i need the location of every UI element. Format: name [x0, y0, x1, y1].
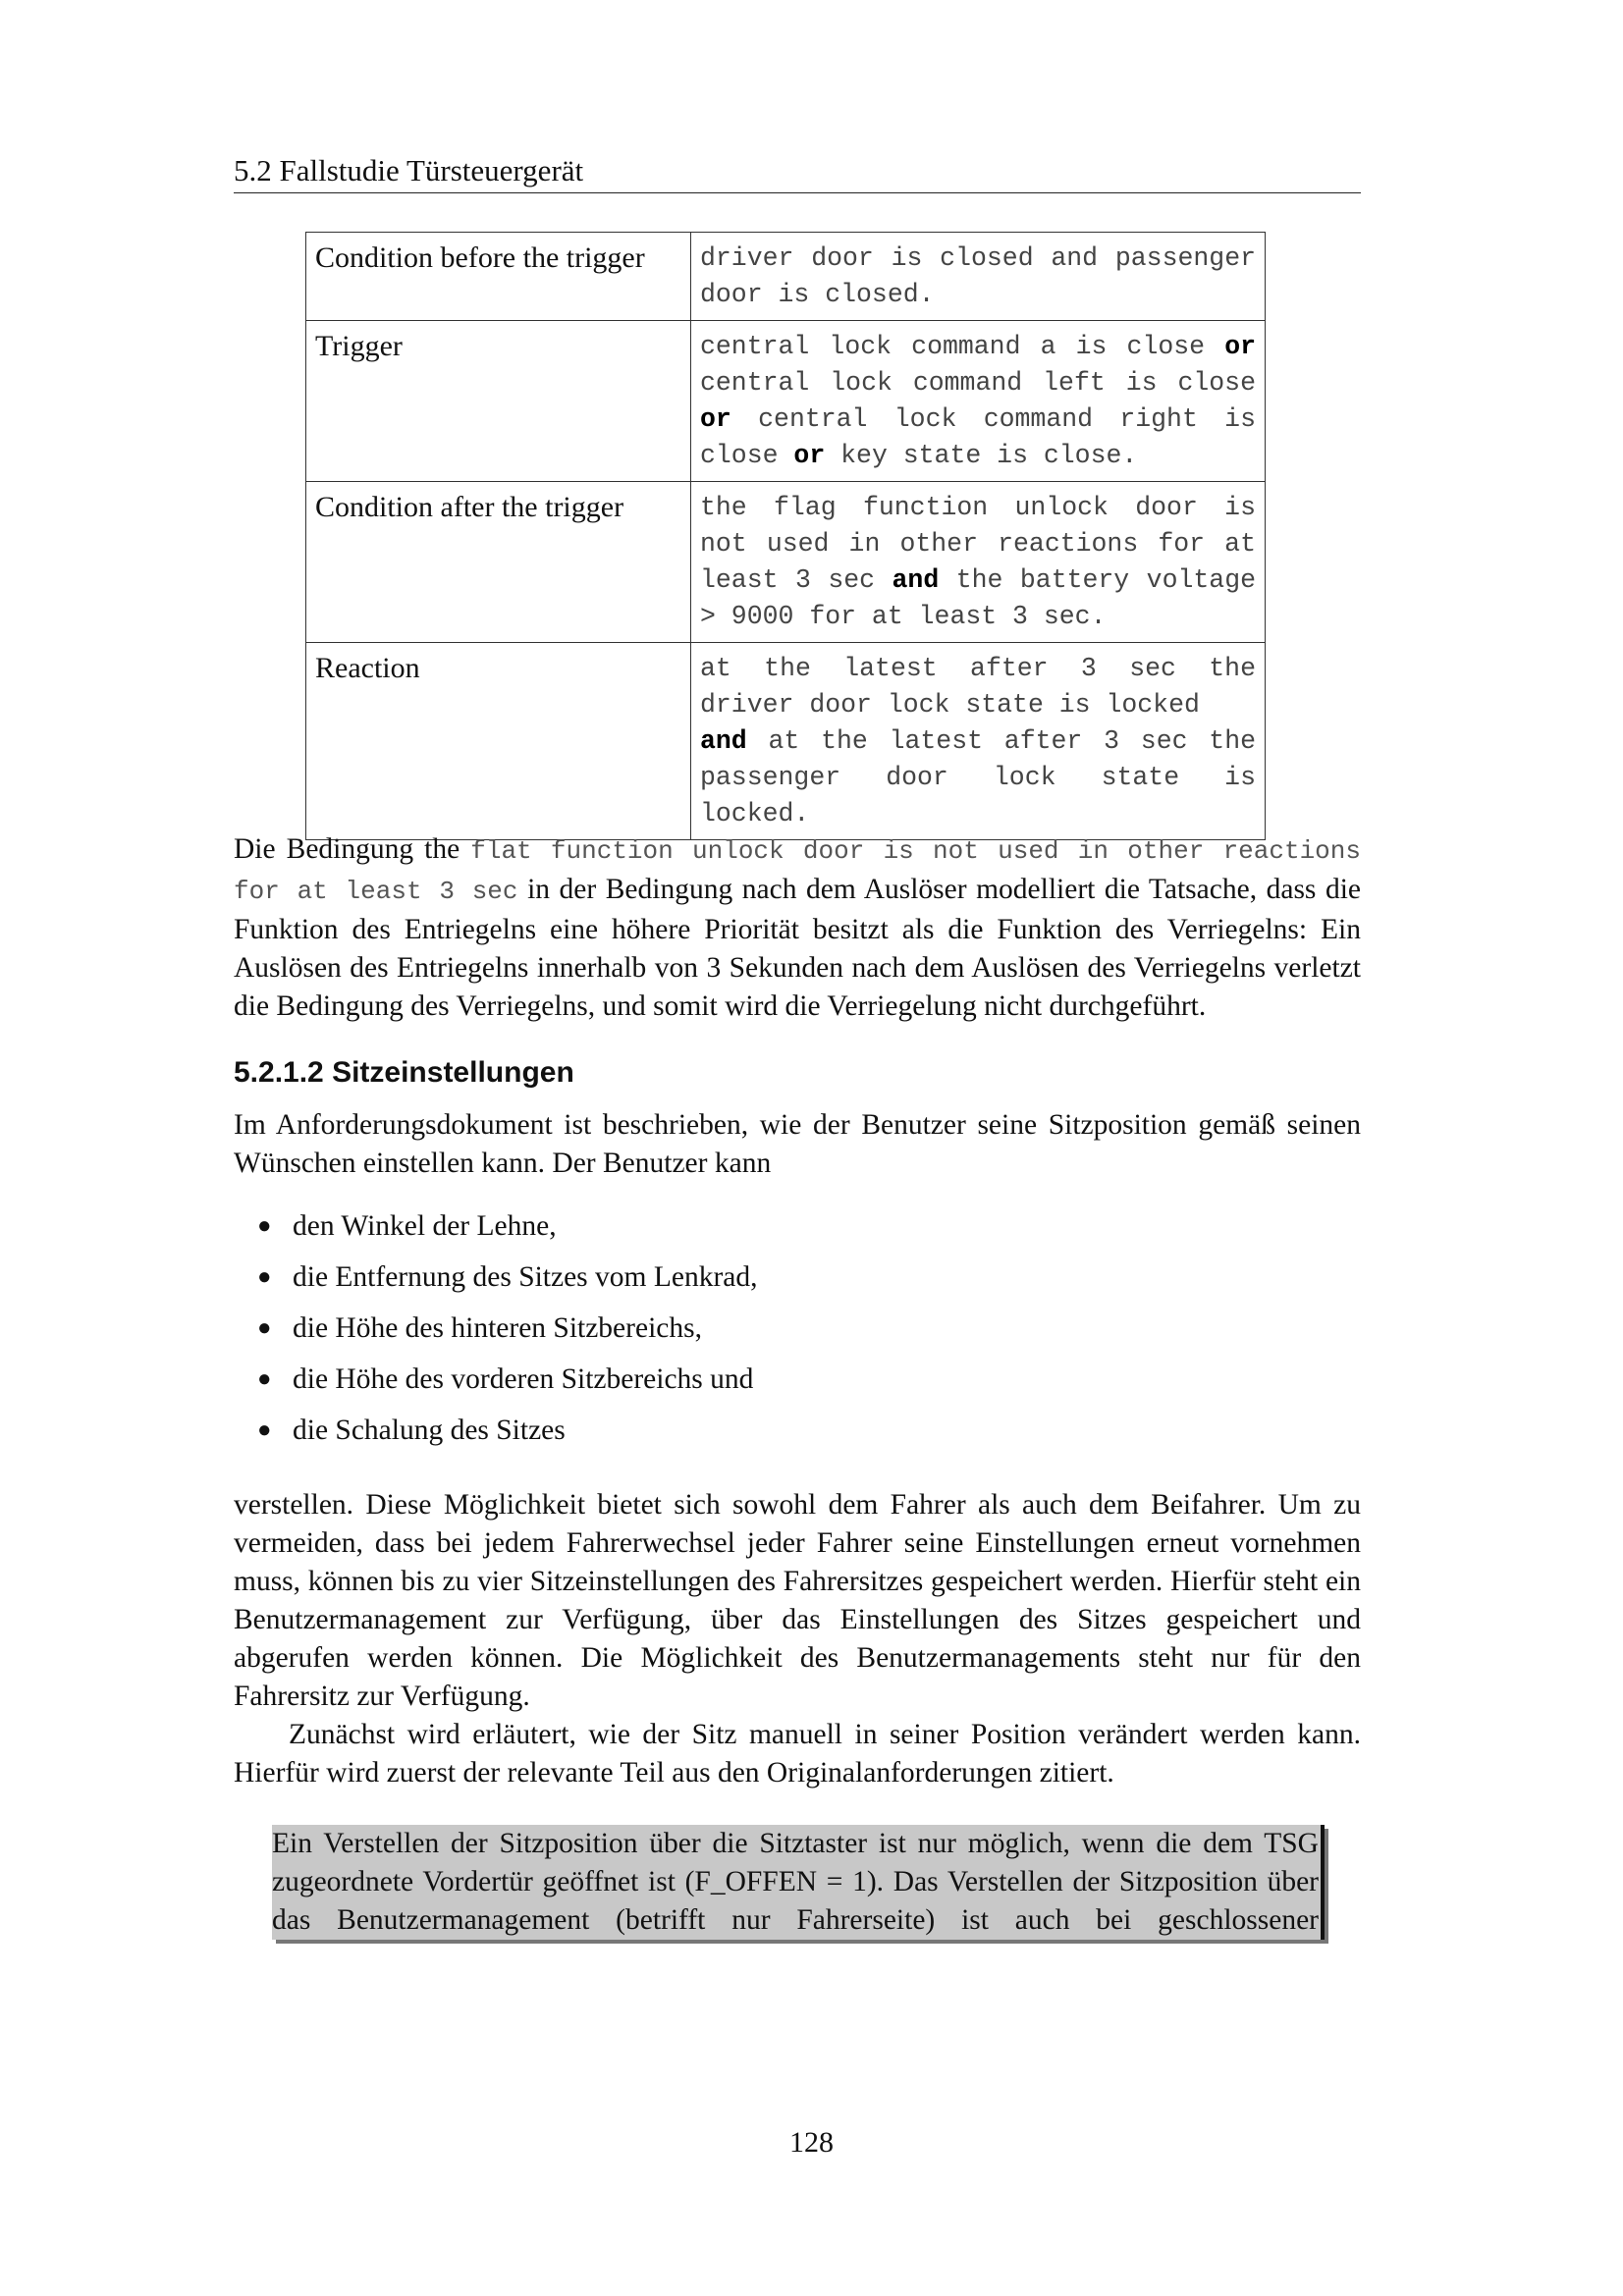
row-value: at the latest after 3 sec the driver door lock state is locked and at the latest after 3 sec the passenger door lock state is locked. [691, 643, 1266, 840]
row-label: Condition after the trigger [306, 482, 691, 643]
list-item: ● die Entfernung des Sitzes vom Lenkrad, [257, 1257, 758, 1308]
row-value: the flag function unlock door is not used in other reactions for at least 3 sec and the battery voltage > 9000 for at least 3 sec. [691, 482, 1266, 643]
requirement-quote: Ein Verstellen der Sitzposition über die Sitztaster ist nur möglich, wenn die dem TSG zugeordnete Vordertür geöffnet ist (F_OFFEN = 1). Das Verstellen der Sitzposition über das Benutzermanagement (betrifft nur Fahrerseite) ist auch bei geschlossener [272, 1825, 1325, 1940]
page-number: 128 [789, 2126, 834, 2159]
row-label: Condition before the trigger [306, 233, 691, 321]
requirements-table [305, 232, 1266, 840]
section-heading: 5.2.1.2 Sitzeinstellungen [234, 1056, 574, 1089]
table-row [306, 643, 1266, 840]
running-header: 5.2 Fallstudie Türsteuergerät [234, 151, 1361, 193]
row-label: Trigger [306, 321, 691, 482]
list-item: ● die Schalung des Sitzes [257, 1411, 758, 1462]
bullet-icon: ● [257, 1315, 272, 1341]
paragraph-condition-explanation: Die Bedingung the flat function unlock door is not used in other reactions for at least 3 sec in der Bedingung nach dem Auslöser modelliert die Tatsache, dass die Funktion des Entriegelns eine höhere Priorität besitzt als die Funktion des Verriegelns: Ein Auslösen des Entriegelns innerhalb von 3 Sekunden nach dem Auslösen des Verriegelns verletzt die Bedingung des Verriegelns, und somit wird die Verriegelung nicht durchgeführt. [234, 833, 1361, 1022]
list-item: ● den Winkel der Lehne, [257, 1206, 758, 1257]
bullet-icon: ● [257, 1366, 272, 1392]
list-item: ● die Höhe des hinteren Sitzbereichs, [257, 1308, 758, 1360]
row-label: Reaction [306, 643, 691, 840]
row-value: central lock command a is close or central lock command left is close or central lock command right is close or key state is close. [691, 321, 1266, 482]
paragraph-user-management: verstellen. Diese Möglichkeit bietet sich sowohl dem Fahrer als auch dem Beifahrer. Um zu vermeiden, dass bei jedem Fahrerwechsel jeder Fahrer seine Einstellungen erneut vornehmen muss, können bis zu vier Sitzeinstellungen des Fahrersitzes gespeichert werden. Hierfür steht ein Benutzermanagement zur Verfügung, über das Einstellungen des Sitzes gespeichert und abgerufen werden können. Die Möglichkeit des Benutzermanagements steht nur für den Fahrersitz zur Verfügung. [234, 1489, 1361, 1712]
bullet-list [257, 1206, 758, 1462]
list-item: ● die Höhe des vorderen Sitzbereichs und [257, 1360, 758, 1411]
table-row [306, 233, 1266, 321]
table-row [306, 321, 1266, 482]
bullet-icon: ● [257, 1264, 272, 1290]
paragraph-intro: Im Anforderungsdokument ist beschrieben, wie der Benutzer seine Sitzposition gemäß seinen Wünschen einstellen kann. Der Benutzer kann [234, 1109, 1361, 1179]
bullet-icon: ● [257, 1213, 272, 1239]
table-row [306, 482, 1266, 643]
row-value: driver door is closed and passenger door is closed. [691, 233, 1266, 321]
bullet-icon: ● [257, 1417, 272, 1443]
paragraph-manual-adjustment: Zunächst wird erläutert, wie der Sitz manuell in seiner Position verändert werden kann. Hierfür wird zuerst der relevante Teil aus den Originalanforderungen zitiert. [234, 1719, 1361, 1789]
